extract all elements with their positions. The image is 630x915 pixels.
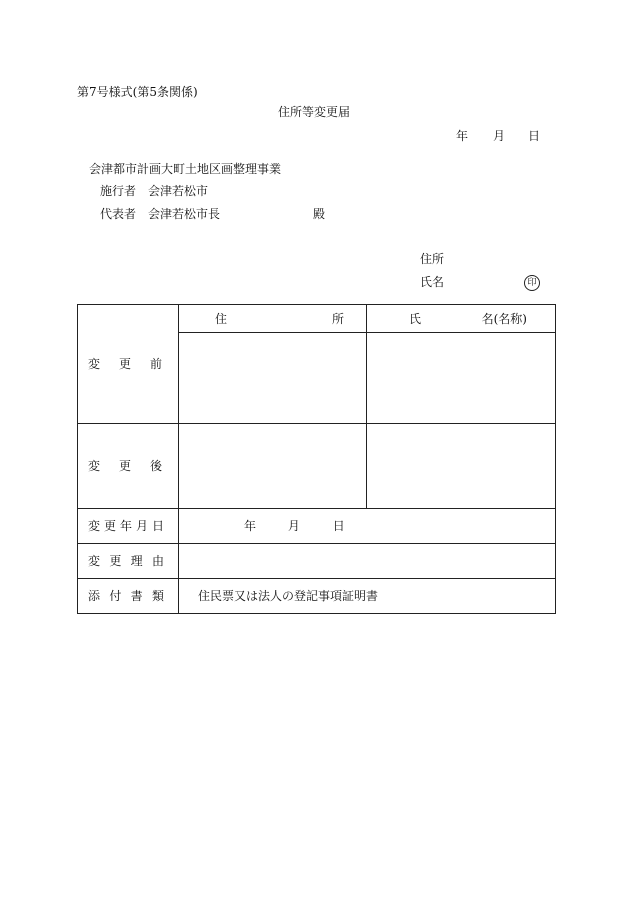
name-column-header: 氏 名(名称)	[367, 305, 556, 333]
before-address-field[interactable]	[179, 333, 367, 424]
change-reason-field[interactable]	[179, 544, 556, 579]
after-name-field[interactable]	[367, 424, 556, 509]
executor-label: 施行者	[100, 184, 137, 198]
change-form-table	[77, 304, 556, 614]
after-address-field[interactable]	[179, 424, 367, 509]
seal-mark-icon	[524, 274, 540, 291]
form-number: 第7号様式(第5条関係)	[77, 85, 198, 99]
executor-name: 会津若松市	[148, 184, 209, 198]
form-title: 住所等変更届	[278, 105, 351, 119]
change-date-label-cell: 変 更 年 月 日	[78, 509, 179, 544]
applicant-name-label: 氏名	[420, 275, 445, 289]
address-column-header: 住 所	[179, 305, 367, 333]
reason-label-cell: 変 更 理 由	[78, 544, 179, 579]
date-day: 日	[528, 129, 541, 143]
before-name-field[interactable]	[367, 333, 556, 424]
date-month: 月	[493, 129, 506, 143]
date-year: 年	[456, 129, 469, 143]
attachments-label-cell: 添 付 書 類	[78, 579, 179, 614]
applicant-address-label: 住所	[420, 252, 445, 266]
representative-name: 会津若松市長	[148, 207, 221, 221]
representative-label: 代表者	[100, 207, 137, 221]
project-name: 会津都市計画大町土地区画整理事業	[89, 162, 282, 176]
change-date-field[interactable]: 年 月 日	[179, 509, 556, 544]
after-label-cell: 変 更 後	[78, 424, 179, 509]
honorific: 殿	[313, 207, 326, 221]
seal-mark: 印	[524, 275, 540, 291]
attachments-field: 住民票又は法人の登記事項証明書	[179, 579, 556, 614]
before-label-cell: 変 更 前	[78, 305, 179, 424]
